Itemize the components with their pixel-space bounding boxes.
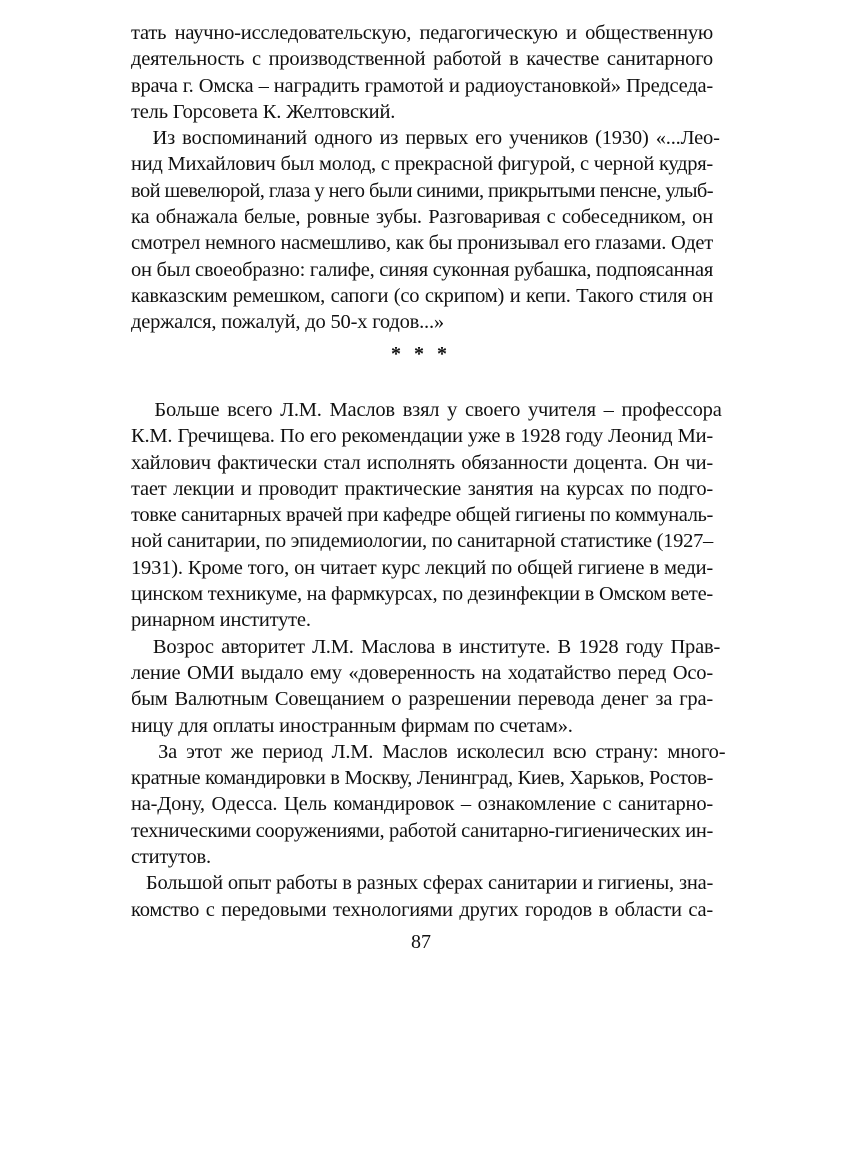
text-line: техническими сооружениями, работой санитарно-гигиенических ин-	[131, 819, 713, 842]
text-line: ницу для оплаты иностранным фирмам по счетам».	[131, 714, 573, 737]
text-line: цинском техникуме, на фармкурсах, по дезинфекции в Омском вете-	[131, 583, 713, 606]
text-line: Большой опыт работы в разных сферах санитарии и гигиены, зна-	[131, 872, 714, 895]
text-line: За этот же период Л.М. Маслов исколесил всю страну: много-	[131, 740, 726, 763]
page-number: 87	[411, 931, 431, 953]
text-line: хайлович фактически стал исполнять обязанности доцента. Он чи-	[131, 451, 713, 474]
section-separator: * * *	[391, 343, 451, 365]
text-line: вой шевелюрой, глаза у него были синими, прикрытыми пенсне, улыб-	[131, 179, 713, 202]
text-block-top	[131, 20, 720, 336]
text-line: смотрел немного насмешливо, как бы пронизывал его глазами. Одет	[131, 232, 713, 255]
text-line: 1931). Кроме того, он читает курс лекций по общей гигиене в меди-	[131, 556, 713, 579]
text-line: ка обнажала белые, ровные зубы. Разговаривая с собеседником, он	[131, 206, 713, 229]
text-line: деятельность с производственной работой в качестве санитарного	[131, 48, 713, 71]
text-line: держался, пожалуй, до 50-х годов...»	[131, 311, 444, 334]
text-line: ринарном институте.	[131, 609, 311, 632]
text-line: К.М. Гречищева. По его рекомендации уже в 1928 году Леонид Ми-	[131, 425, 713, 448]
text-line: он был своеобразно: галифе, синяя суконная рубашка, подпоясанная	[131, 258, 713, 281]
text-block-bottom	[131, 397, 726, 923]
text-line: кавказским ремешком, сапоги (со скрипом) и кепи. Такого стиля он	[131, 284, 713, 307]
text-line: тать научно-исследовательскую, педагогическую и общественную	[131, 22, 713, 44]
text-line: Из воспоминаний одного из первых его учеников (1930) «...Лео-	[131, 127, 720, 150]
text-line: кратные командировки в Москву, Ленинград, Киев, Харьков, Ростов-	[131, 767, 713, 790]
text-line: ститутов.	[131, 846, 211, 869]
text-line: ление ОМИ выдало ему «доверенность на ходатайство перед Осо-	[131, 661, 713, 684]
text-line: Возрос авторитет Л.М. Маслова в институте. В 1928 году Прав-	[131, 635, 721, 658]
text-line: ной санитарии, по эпидемиологии, по санитарной статистике (1927–	[131, 530, 713, 553]
text-line: нид Михайлович был молод, с прекрасной фигурой, с черной кудря-	[131, 153, 713, 176]
text-line: тает лекции и проводит практические занятия на курсах по подго-	[131, 477, 713, 500]
text-line: врача г. Омска – наградить грамотой и радиоустановкой» Председа-	[131, 74, 713, 97]
text-line: Больше всего Л.М. Маслов взял у своего учителя – профессора	[131, 399, 722, 421]
text-line: комство с передовыми технологиями других городов в области са-	[131, 898, 713, 921]
text-line: товке санитарных врачей при кафедре общей гигиены по коммуналь-	[131, 504, 713, 527]
text-line: бым Валютным Совещанием о разрешении перевода денег за гра-	[131, 688, 713, 711]
text-line: тель Горсовета К. Желтовский.	[131, 100, 396, 123]
text-line: на-Дону, Одесса. Цель командировок – ознакомление с санитарно-	[131, 793, 713, 816]
